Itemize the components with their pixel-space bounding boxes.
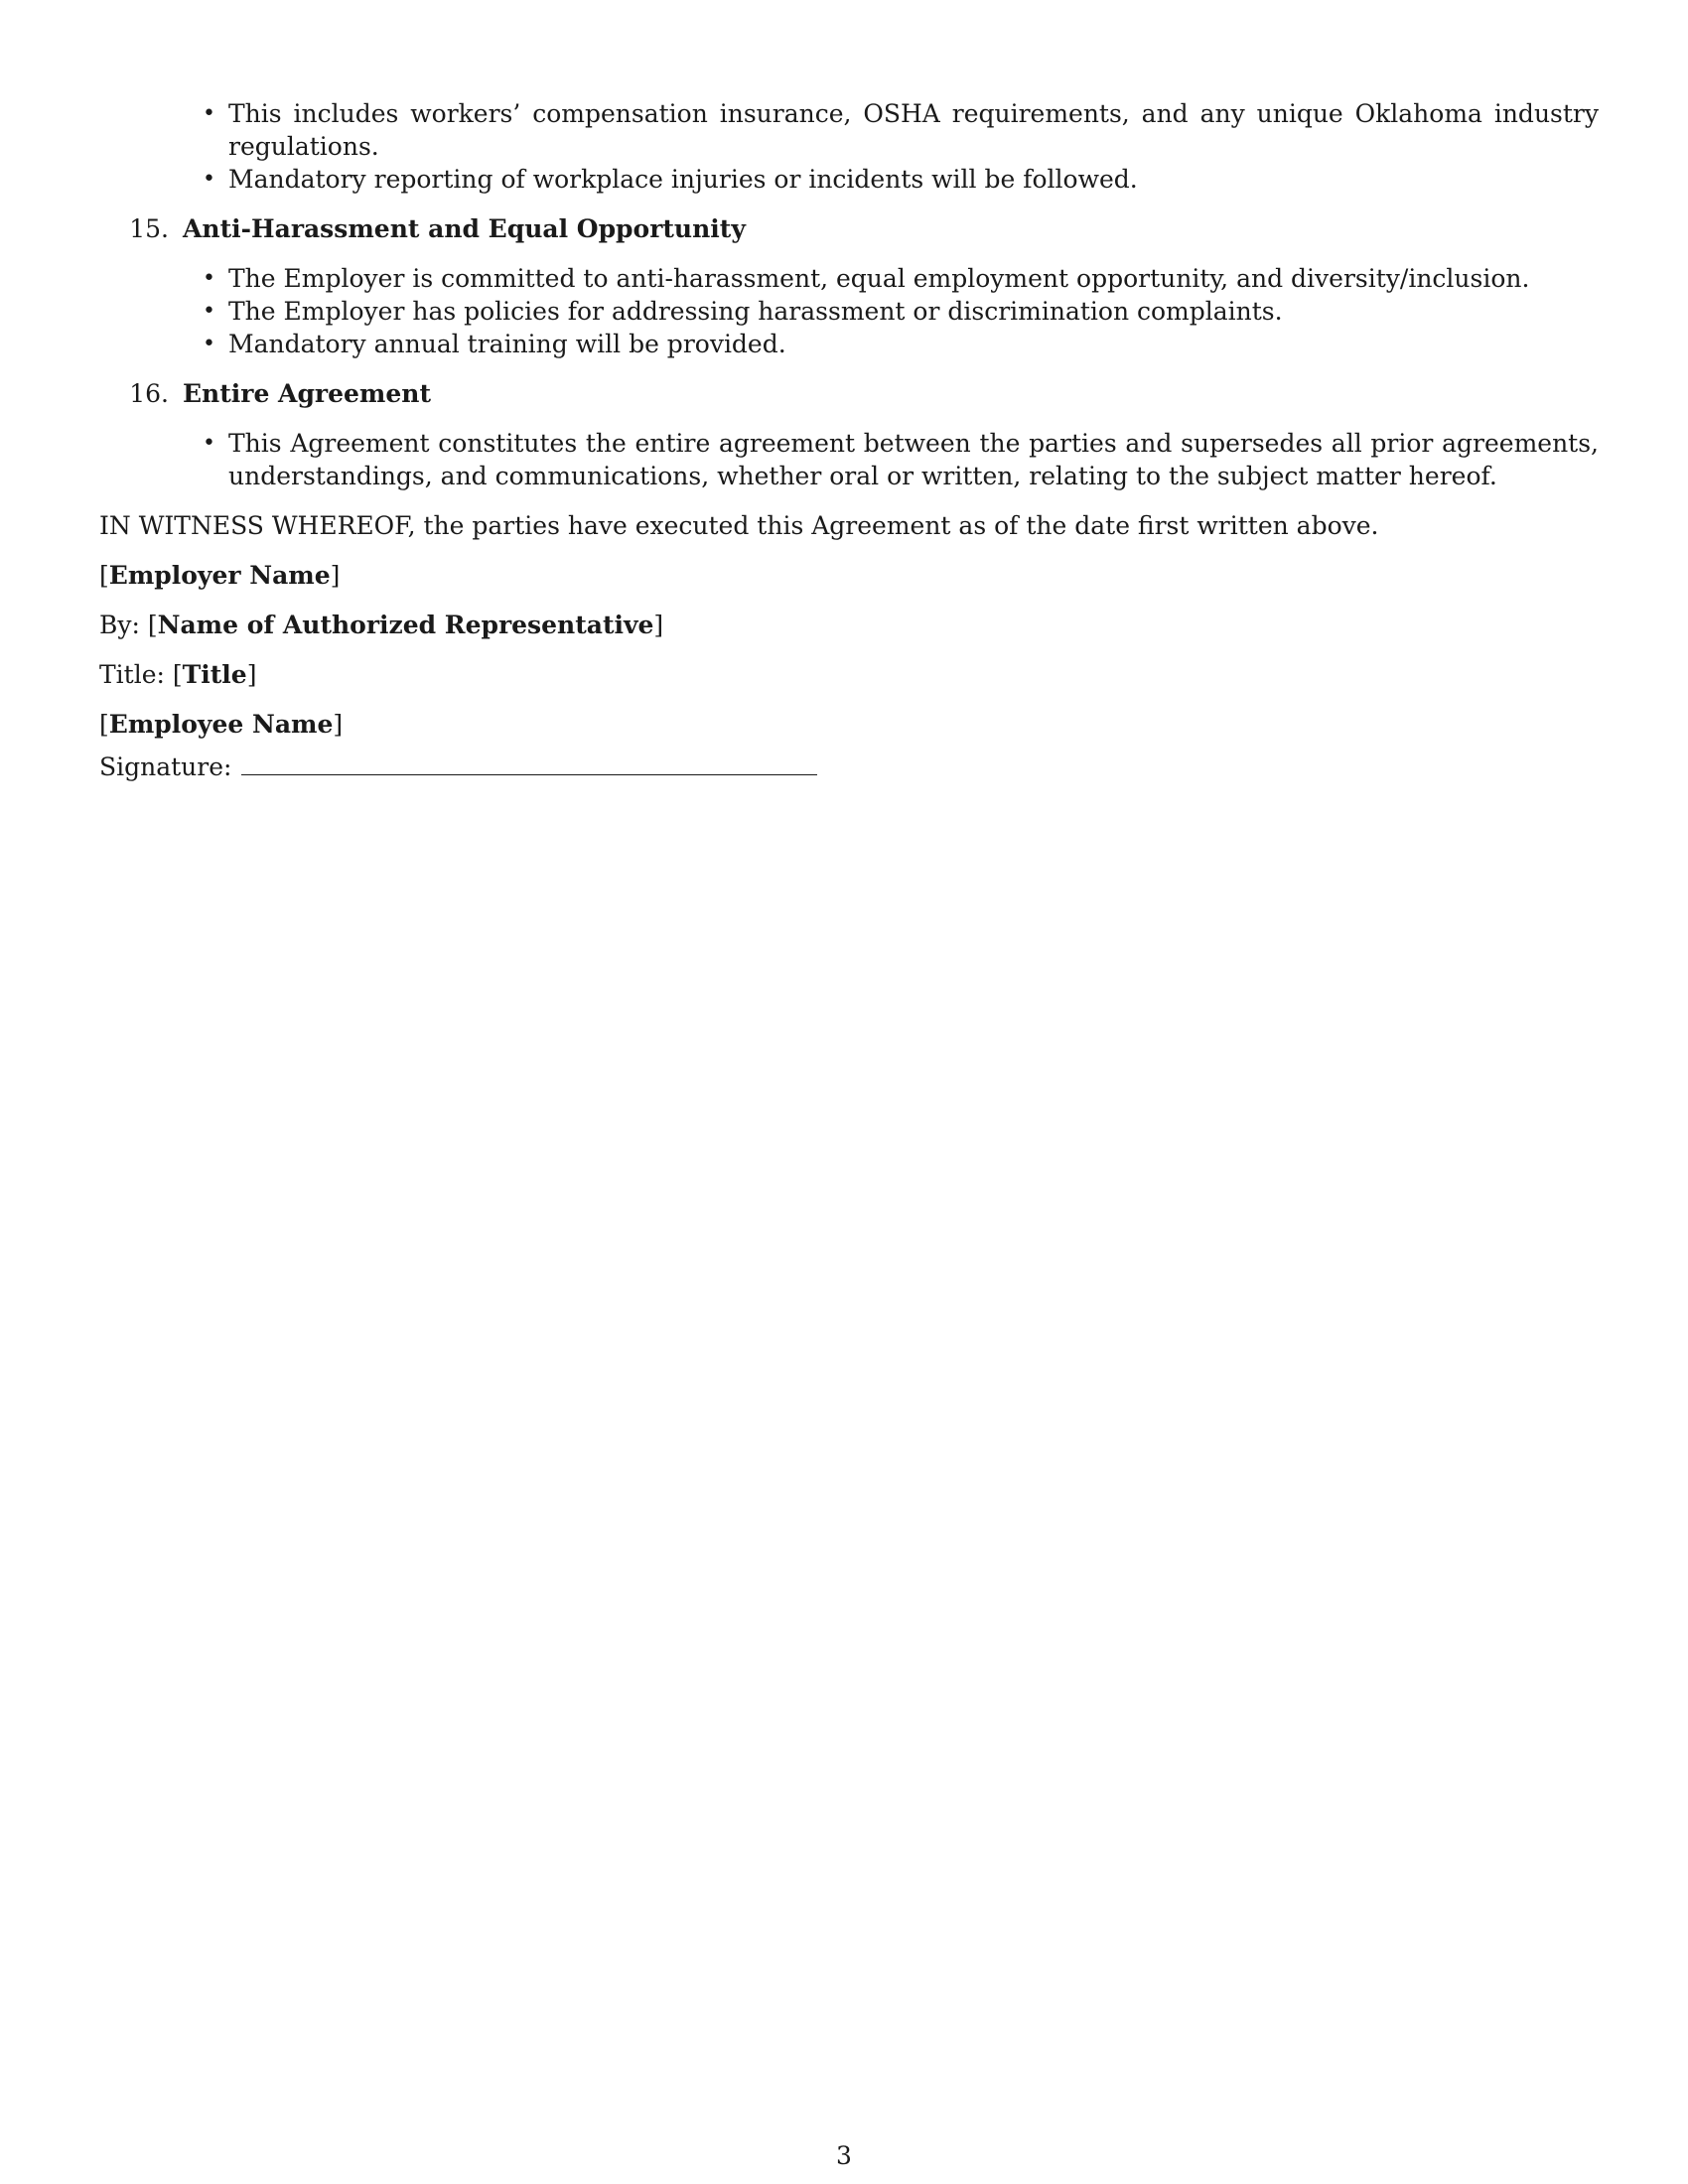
employee-name: Employee Name — [108, 710, 334, 739]
by-label: By: — [99, 611, 140, 639]
bullet-icon: • — [203, 332, 215, 356]
list-item: • The Employer has policies for addressing harassment or discrimination complaints. — [203, 297, 1283, 326]
by-line: By: [Name of Authorized Representative] — [99, 611, 664, 639]
section-16-heading — [99, 377, 1599, 410]
section-15-heading — [99, 212, 1599, 245]
section-number: 16. — [129, 379, 169, 408]
bullet-icon: • — [203, 101, 215, 126]
page-number: 3 — [836, 2141, 852, 2170]
witness-clause: IN WITNESS WHEREOF, the parties have executed this Agreement as of the date first written above. — [99, 511, 1379, 540]
section-16-bullets — [99, 427, 1599, 492]
section-15-bullets — [99, 262, 1599, 360]
list-item: • Mandatory reporting of workplace injuries or incidents will be followed. — [203, 165, 1138, 194]
title-line: Title: [Title] — [99, 660, 257, 689]
title-value: Title — [182, 660, 247, 689]
signature-line — [99, 751, 1599, 783]
bullet-icon: • — [203, 167, 215, 192]
signature-label: Signature: — [99, 752, 232, 781]
list-item: • This includes workers’ compensation insurance, OSHA requirements, and any unique Oklahoma industry regulations. — [203, 99, 1599, 161]
signature-field — [241, 751, 817, 775]
employee-name-line: [Employee Name] — [99, 710, 344, 739]
representative-name: Name of Authorized Representative — [157, 611, 654, 639]
bullet-icon: • — [203, 266, 215, 291]
bullet-icon: • — [203, 431, 215, 456]
employer-name-line: [Employer Name] — [99, 561, 341, 590]
section-14-bullets — [99, 97, 1599, 196]
section-title: Entire Agreement — [183, 379, 431, 408]
employer-name: Employer Name — [108, 561, 331, 590]
list-item: • This Agreement constitutes the entire agreement between the parties and supersedes all prior agreements, understandings, and communications, whether oral or written, relating to the subject matter hereof. — [203, 429, 1599, 490]
section-number: 15. — [129, 214, 169, 243]
signature-block — [99, 559, 1599, 783]
page-content — [99, 97, 1599, 783]
list-item: • The Employer is committed to anti-harassment, equal employment opportunity, and diversity/inclusion. — [203, 264, 1530, 293]
bullet-icon: • — [203, 299, 215, 324]
list-item: • Mandatory annual training will be provided. — [203, 330, 786, 358]
section-title: Anti-Harassment and Equal Opportunity — [183, 214, 746, 243]
title-label: Title: — [99, 660, 165, 689]
